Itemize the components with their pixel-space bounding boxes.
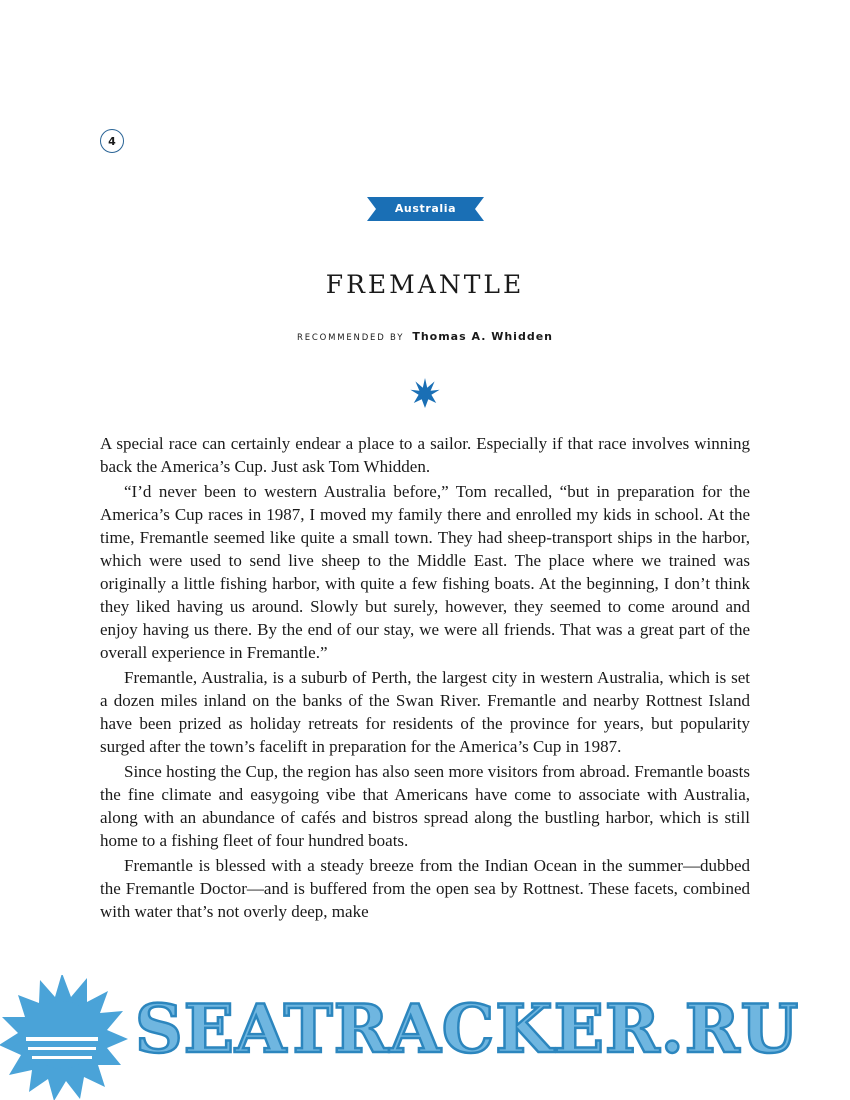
watermark-text: SEATRACKER.RU: [135, 990, 800, 1068]
recommended-label: RECOMMENDED BY: [297, 333, 405, 343]
region-label: Australia: [394, 202, 457, 215]
region-banner: [367, 197, 484, 221]
body-paragraph: “I’d never been to western Australia before,” Tom recalled, “but in preparation for the America’s Cup races in 1987, I moved my family there and enrolled my kids in school. At the time, Fremantle seemed like quite a small town. They had sheep-transport ships in the harbor, which were used to send live sheep to the Middle East. The place where we trained was originally a little fishing harbor, with quite a few fishing boats. At the beginning, I don’t think they liked having us around. Slowly but surely, however, they seemed to come around and enjoy having us there. By the end of our stay, we were all friends. That was a great part of the overall experience in Fremantle.”: [100, 482, 750, 662]
page-title: FREMANTLE: [325, 270, 525, 299]
body-paragraph: A special race can certainly endear a place to a sailor. Especially if that race involves winning back the America’s Cup. Just ask Tom Whidden.: [100, 434, 750, 476]
star-ornament-icon: [410, 377, 440, 409]
recommender-name: Thomas A. Whidden: [412, 330, 553, 343]
article-body: [100, 432, 750, 925]
page-number: 4: [100, 129, 124, 153]
recommended-by: [0, 325, 850, 344]
body-paragraph: Fremantle is blessed with a steady breeze from the Indian Ocean in the summer—dubbed the Fremantle Doctor—and is buffered from the open sea by Rottnest. These facets, combined with water that’s not overly deep, make: [100, 856, 750, 921]
body-paragraph: Fremantle, Australia, is a suburb of Perth, the largest city in western Australia, which is set a dozen miles inland on the banks of the Swan River. Fremantle and nearby Rottnest Island have been prized as holiday retreats for residents of the province for years, but popularity surged after the town’s facelift in preparation for the America’s Cup in 1987.: [100, 668, 750, 756]
body-paragraph: Since hosting the Cup, the region has also seen more visitors from abroad. Fremantle boasts the fine climate and easygoing vibe that Americans have come to associate with Australia, along with an abundance of cafés and bistros spread along the bustling harbor, which is still home to a fishing fleet of four hundred boats.: [100, 762, 750, 850]
